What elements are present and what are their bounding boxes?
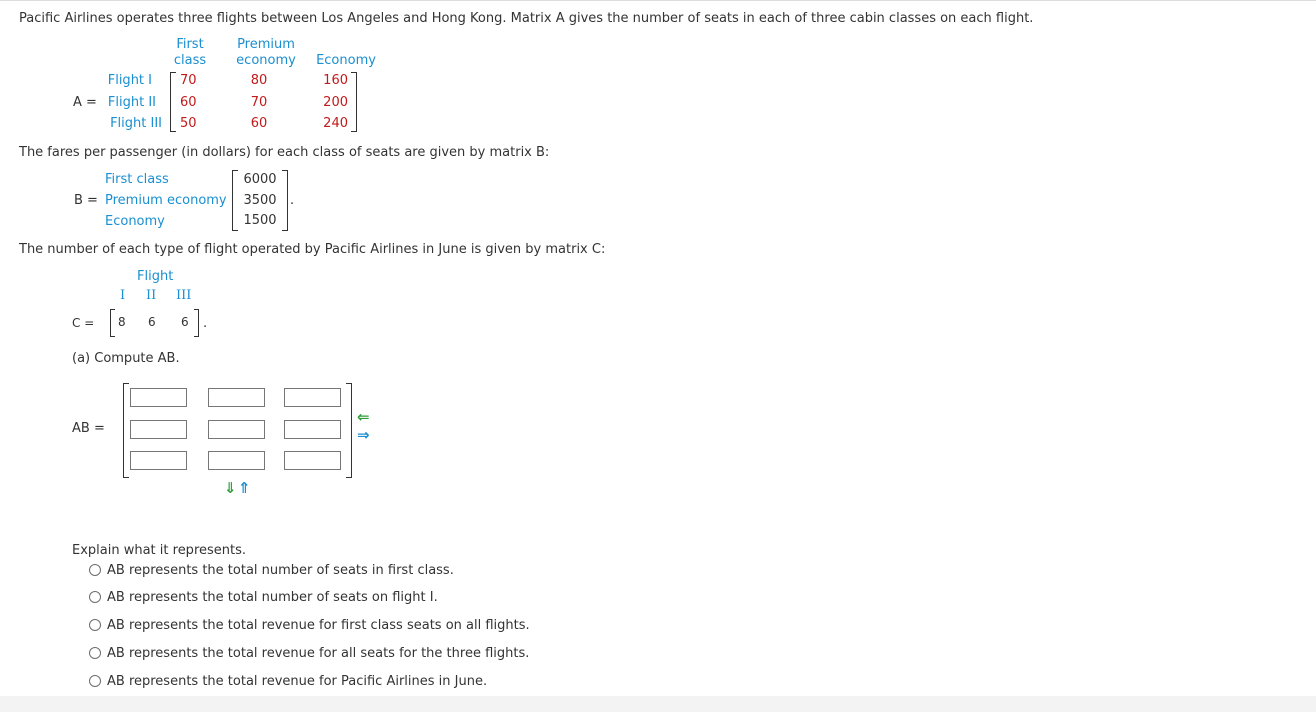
- flights-text: The number of each type of flight operated by Pacific Airlines in June is given by matrix C:: [19, 242, 606, 257]
- matrix-a-label: A =: [73, 95, 97, 110]
- matrix-c-col-label: II: [146, 288, 157, 303]
- matrix-a-right-bracket: [351, 72, 357, 132]
- matrix-c-col-label: III: [176, 288, 192, 303]
- matrix-a-cell: 80: [250, 73, 268, 88]
- matrix-a-cell: 50: [180, 116, 197, 131]
- top-divider: [0, 0, 1316, 1]
- add-column-arrow-icon[interactable]: ⇒: [357, 426, 370, 444]
- matrix-c-col-label: I: [120, 288, 126, 303]
- row-label-flight-2: Flight II: [107, 95, 156, 110]
- row-label-economy: Economy: [105, 214, 165, 229]
- matrix-a-cell: 160: [323, 73, 348, 88]
- radio-button[interactable]: [89, 647, 101, 659]
- matrix-a-cell: 70: [180, 73, 197, 88]
- matrix-b-period: .: [290, 193, 295, 208]
- matrix-c-header: Flight: [137, 269, 174, 284]
- matrix-c-label: C =: [72, 316, 95, 330]
- matrix-c-cell: 8: [118, 315, 126, 329]
- ab-cell-input[interactable]: [284, 451, 341, 470]
- explain-prompt: Explain what it represents.: [72, 543, 247, 558]
- matrix-c-cell: 6: [181, 315, 189, 329]
- ab-cell-input[interactable]: [130, 451, 187, 470]
- col-header-first-class: [170, 37, 210, 69]
- matrix-a-left-bracket: [170, 72, 176, 132]
- radio-button[interactable]: [89, 675, 101, 687]
- matrix-a-cell: 240: [323, 116, 348, 131]
- matrix-b-cell: 1500: [243, 213, 277, 228]
- matrix-c-cell: 6: [148, 315, 156, 329]
- ab-cell-input[interactable]: [130, 388, 187, 407]
- part-a-prompt: (a) Compute AB.: [72, 351, 180, 366]
- radio-button[interactable]: [89, 619, 101, 631]
- radio-button[interactable]: [89, 564, 101, 576]
- matrix-b-right-bracket: [282, 170, 288, 231]
- ab-cell-input[interactable]: [208, 451, 265, 470]
- col-header-line: Premium: [237, 37, 295, 52]
- matrix-b-cell: 6000: [243, 172, 277, 187]
- radio-option-label[interactable]: AB represents the total number of seats on flight I.: [107, 590, 438, 605]
- row-label-flight-1: Flight I: [107, 73, 152, 88]
- problem-intro: Pacific Airlines operates three flights between Los Angeles and Hong Kong. Matrix A gives the number of seats in each of three cabin classes on each flight.: [19, 11, 1034, 26]
- matrix-a-cell: 200: [323, 95, 348, 110]
- radio-option-label[interactable]: AB represents the total revenue for first class seats on all flights.: [107, 618, 530, 633]
- fares-text: The fares per passenger (in dollars) for each class of seats are given by matrix B:: [19, 145, 550, 160]
- matrix-b-cell: 3500: [243, 193, 277, 208]
- col-header-line: class: [173, 53, 207, 68]
- ab-label: AB =: [72, 421, 105, 436]
- col-header-line: economy: [236, 53, 296, 68]
- radio-option-label[interactable]: AB represents the total revenue for all seats for the three flights.: [107, 646, 530, 661]
- remove-row-arrow-icon[interactable]: ⇑: [238, 479, 251, 497]
- col-header-line: First: [176, 37, 204, 52]
- matrix-a-cell: 60: [250, 116, 268, 131]
- matrix-b-label: B =: [74, 193, 98, 208]
- matrix-a-cell: 60: [180, 95, 197, 110]
- ab-cell-input[interactable]: [208, 420, 265, 439]
- row-label-flight-3: Flight III: [110, 116, 162, 131]
- remove-column-arrow-icon[interactable]: ⇐: [357, 408, 370, 426]
- radio-option-label[interactable]: AB represents the total number of seats in first class.: [107, 563, 454, 578]
- row-label-premium-economy: Premium economy: [105, 193, 227, 208]
- ab-cell-input[interactable]: [284, 420, 341, 439]
- add-row-arrow-icon[interactable]: ⇓: [224, 479, 237, 497]
- radio-option-label[interactable]: AB represents the total revenue for Pacific Airlines in June.: [107, 674, 488, 689]
- radio-button[interactable]: [89, 591, 101, 603]
- col-header-premium-economy: [232, 37, 300, 69]
- col-header-economy: Economy: [316, 53, 376, 68]
- matrix-c-right-bracket: [194, 309, 199, 337]
- ab-cell-input[interactable]: [208, 388, 265, 407]
- matrix-c-left-bracket: [110, 309, 115, 337]
- ab-right-bracket: [346, 383, 352, 478]
- matrix-c-period: .: [203, 316, 208, 331]
- matrix-a-cell: 70: [250, 95, 268, 110]
- row-label-first-class: First class: [105, 172, 169, 187]
- ab-left-bracket: [123, 383, 129, 478]
- ab-cell-input[interactable]: [130, 420, 187, 439]
- ab-cell-input[interactable]: [284, 388, 341, 407]
- bottom-edge: [0, 696, 1316, 712]
